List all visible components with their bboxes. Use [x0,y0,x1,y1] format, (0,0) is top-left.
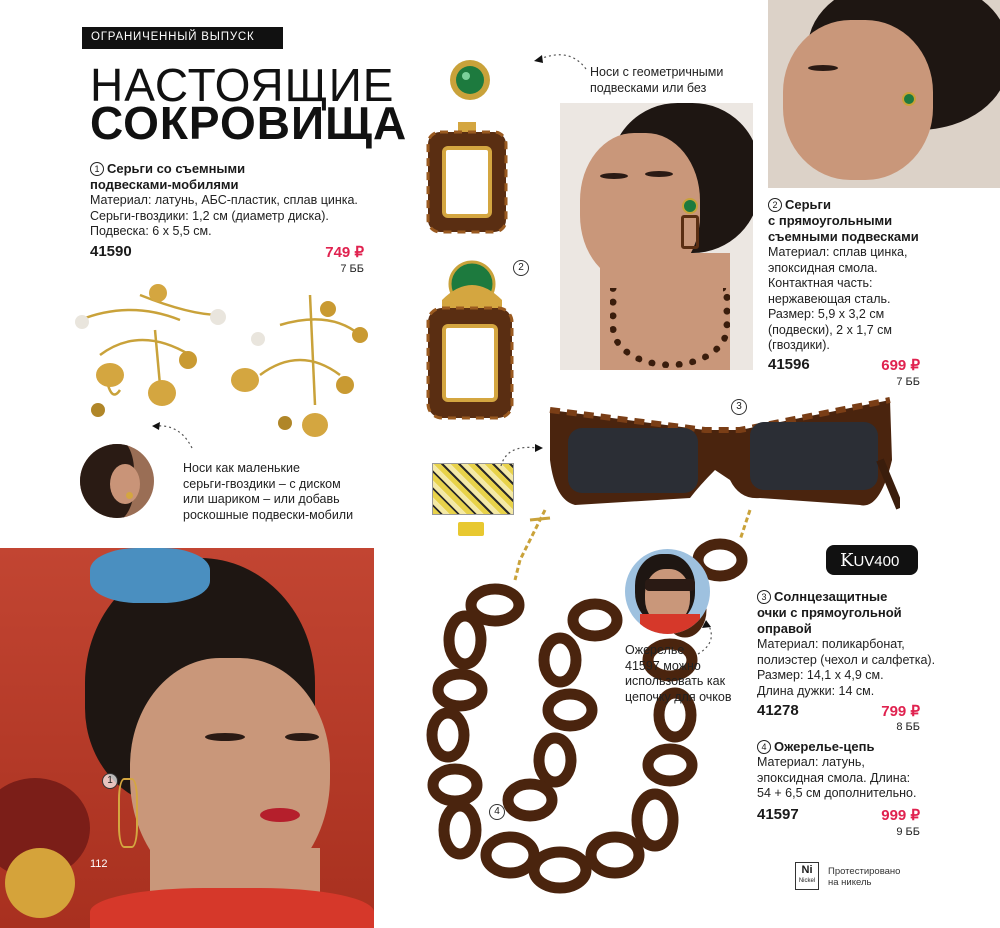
page-title-line1: НАСТОЯЩИЕ [90,59,395,111]
product-2-desc-3: Контактная часть: [768,276,873,290]
product-3-desc-1: Материал: поликарбонат, [757,637,905,651]
product-2-code: 41596 [768,356,810,373]
necklace-note: Ожерелье 41597 можно использовать как цепочку для очков [625,643,732,704]
product-2-desc-7: (гвоздики). [768,338,830,352]
product-2-bb: 7 ББ [896,376,920,388]
product-3-block [757,589,957,699]
product-4-block [757,739,957,802]
product-1-bb: 7 ББ [340,263,364,275]
product-3-price: 799 ₽ [881,703,920,720]
product-2-block [768,197,968,354]
product-1-code: 41590 [90,243,132,260]
page-number: 112 [90,858,108,870]
product-1-desc-3: Подвеска: 6 х 5,5 см. [90,224,212,238]
nickel-tested-icon: Ni Nickel [795,862,819,890]
product-2-desc-5: Размер: 5,9 х 3,2 см [768,307,885,321]
dotted-arrow-geometric [530,45,590,73]
product-3-desc-3: Размер: 14,1 х 4,9 см. [757,668,884,682]
product-4-number: 4 [757,740,771,754]
product-1-number: 1 [90,162,104,176]
uv400-badge: KUV400 [826,545,918,575]
product-1-block [90,161,375,240]
product-4-desc-1: Материал: латунь, [757,755,865,769]
model-photo-red [0,548,374,928]
mobile-earrings-image [60,275,370,445]
label-2-earrings: 2 [513,260,529,276]
product-4-desc-2: эпоксидная смола. Длина: [757,770,911,785]
product-4-desc-3: 54 + 6,5 см дополнительно. [757,786,917,800]
product-1-title: 1 Серьги со съемными подвесками-мобилями [90,161,246,192]
product-2-desc-4: нержавеющая сталь. [768,291,891,306]
label-4-necklace: 4 [489,804,505,820]
geometric-note: Носи с геометричными подвесками или без [590,65,724,95]
dotted-arrow-case [497,440,547,470]
page-title-line2: СОКРОВИЩА [90,97,408,149]
studs-note: Носи как маленькие серьги-гвоздики – с диском или шариком – или добавь роскошные подвески-мобили [183,461,354,522]
product-4-title: 4 Ожерелье-цепь [757,739,957,755]
rectangular-earrings-image [420,50,540,430]
k-logo: K [840,550,854,571]
product-2-desc-2: эпоксидная смола. [768,260,878,275]
dotted-arrow-studs [150,420,195,450]
nickel-tested-text: Протестировано на никель [828,866,901,888]
limited-edition-tag: ОГРАНИЧЕННЫЙ ВЫПУСК [82,27,283,49]
product-4-price: 999 ₽ [881,807,920,824]
product-3-title: 3 Солнцезащитные очки с прямоугольной оправой [757,589,902,636]
product-4-code: 41597 [757,806,799,823]
product-2-desc-6: (подвески), 2 х 1,7 см [768,322,893,337]
label-1-red-photo: 1 [102,773,118,789]
product-3-desc-4: Длина дужки: 14 см. [757,683,875,698]
ear-stud-photo [80,444,154,518]
product-1-price: 749 ₽ [325,244,364,261]
model-photo-earrings [560,103,753,370]
product-3-code: 41278 [757,702,799,719]
product-2-price: 699 ₽ [881,357,920,374]
product-1-desc-2: Серьги-гвоздики: 1,2 см (диаметр диска). [90,208,329,223]
product-4-bb: 9 ББ [896,826,920,838]
product-1-desc-1: Материал: латунь, АБС-пластик, сплав цинка. [90,193,358,207]
product-3-number: 3 [757,590,771,604]
model-photo-profile [768,0,1000,188]
product-2-title: 2 Серьги с прямоугольными съемными подвесками [768,197,919,244]
product-3-bb: 8 ББ [896,721,920,733]
product-3-desc-2: полиэстер (чехол и салфетка). [757,652,936,667]
label-3-sunglasses: 3 [731,399,747,415]
product-2-number: 2 [768,198,782,212]
product-2-desc-1: Материал: сплав цинка, [768,245,908,259]
